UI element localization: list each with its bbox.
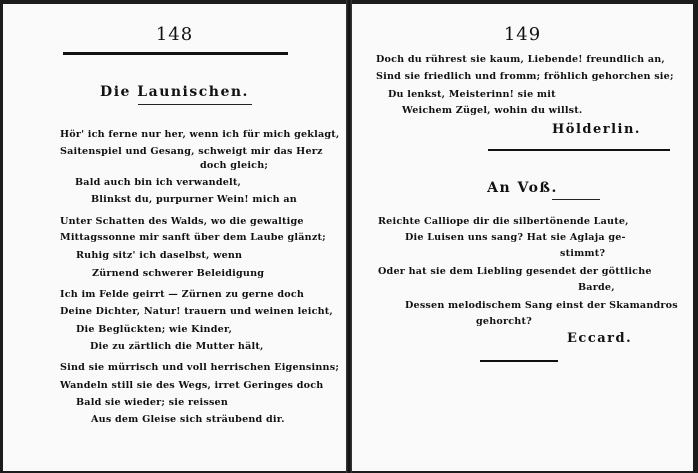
poem-line: Ruhig sitz' ich daselbst, wenn xyxy=(76,250,243,261)
poem-line: Barde, xyxy=(578,282,615,293)
poem-line: stimmt? xyxy=(560,248,606,259)
poem-line: gehorcht? xyxy=(476,316,532,327)
poem-line: Oder hat sie dem Liebling gesendet der göttliche xyxy=(378,266,652,277)
poem-line: Wandeln still sie des Wegs, irret Geringes doch xyxy=(60,380,324,391)
poem-line: Unter Schatten des Walds, wo die gewaltige xyxy=(60,216,304,227)
poem-title-an-voss: An Voß. xyxy=(487,180,558,196)
poem-line: Saitenspiel und Gesang, schweigt mir das Herz xyxy=(60,146,323,157)
page-number-left: 148 xyxy=(155,24,194,45)
poem-line: Bald sie wieder; sie reissen xyxy=(76,397,229,408)
poem-line: Sind sie friedlich und fromm; fröhlich gehorchen sie; xyxy=(376,71,674,82)
poem-line: Dessen melodischem Sang einst der Skamandros xyxy=(405,300,678,311)
poem-line: Deine Dichter, Natur! trauern und weinen leicht, xyxy=(60,306,333,317)
author-signature-eccard: Eccard. xyxy=(567,331,633,346)
poem-line: Du lenkst, Meisterinn! sie mit xyxy=(388,89,556,100)
author-signature-hoelderlin: Hölderlin. xyxy=(552,122,641,137)
poem-line: Die Beglückten; wie Kinder, xyxy=(76,324,233,335)
poem-line: Aus dem Gleise sich sträubend dir. xyxy=(91,414,285,425)
poem-line: Die Luisen uns sang? Hat sie Aglaja ge- xyxy=(405,232,626,243)
poem-line: Bald auch bin ich verwandelt, xyxy=(75,177,242,188)
page-number-right: 149 xyxy=(503,24,542,45)
poem-line: Weichem Zügel, wohin du willst. xyxy=(402,105,583,116)
poem-line: Ich im Felde geirrt — Zürnen zu gerne doch xyxy=(60,289,305,300)
poem-line: Sind sie mürrisch und voll herrischen Eigensinns; xyxy=(60,362,340,373)
poem-line: Blinkst du, purpurner Wein! mich an xyxy=(91,194,297,205)
right-page xyxy=(352,4,693,471)
poem-line: Reichte Calliope dir die silbertönende Laute, xyxy=(378,216,629,227)
poem-line: Doch du rührest sie kaum, Liebende! freundlich an, xyxy=(376,54,665,65)
poem-title-die-launischen: Die Launischen. xyxy=(100,84,249,100)
poem-line: Zürnend schwerer Beleidigung xyxy=(92,268,265,279)
poem-line: Die zu zärtlich die Mutter hält, xyxy=(90,341,264,352)
section-rule xyxy=(488,149,670,151)
closing-rule xyxy=(480,360,558,362)
left-page xyxy=(3,4,346,471)
poem-line: Hör' ich ferne nur her, wenn ich für mich geklagt, xyxy=(60,129,340,140)
title-underline xyxy=(552,199,600,200)
title-underline xyxy=(138,104,252,105)
poem-line: doch gleich; xyxy=(200,160,269,171)
header-rule-left xyxy=(63,52,288,55)
poem-line: Mittagssonne mir sanft über dem Laube glänzt; xyxy=(60,232,326,243)
